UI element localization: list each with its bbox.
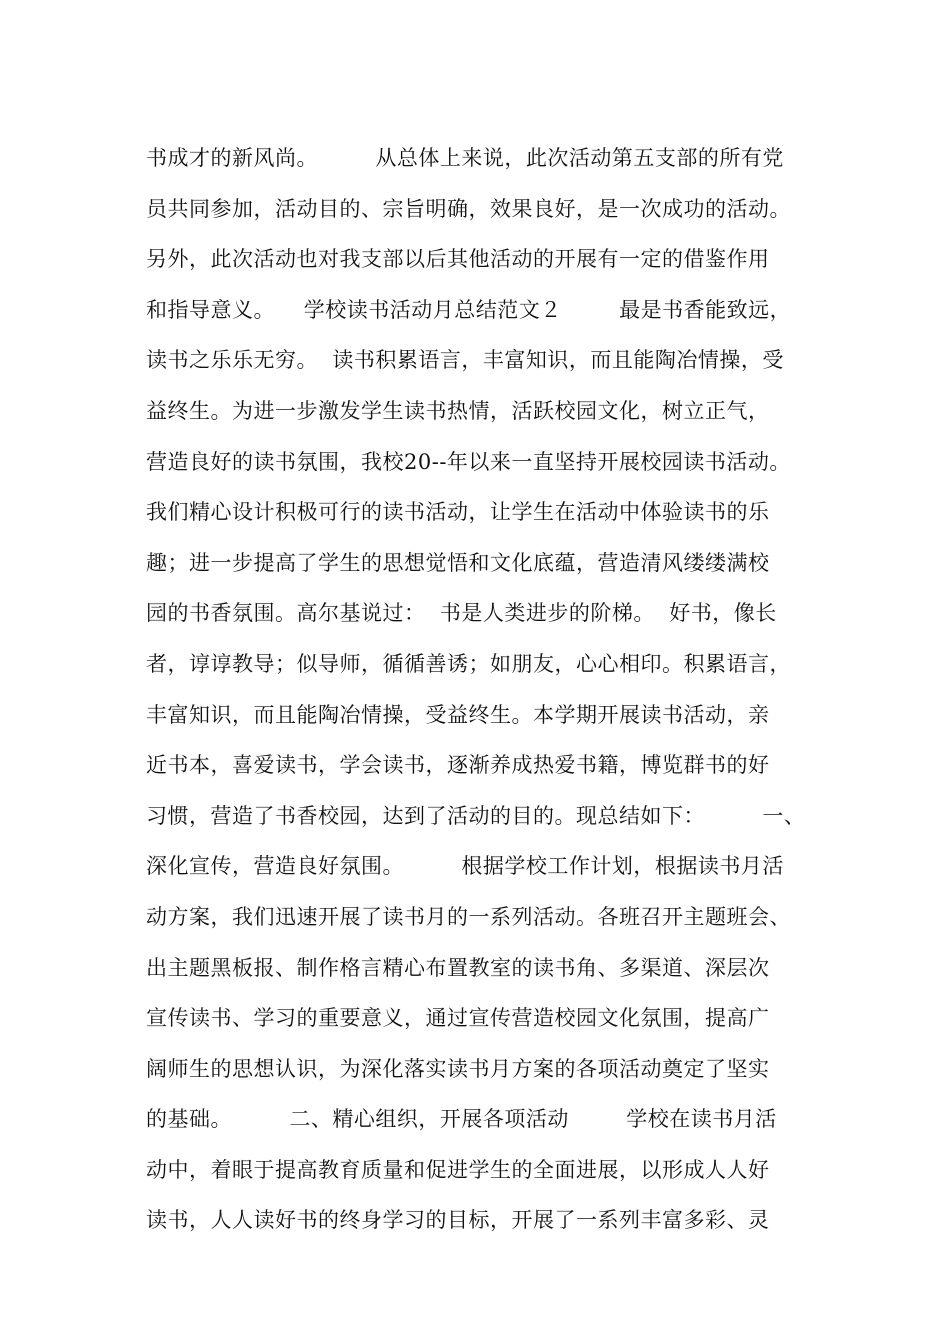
text-line: 丰富知识，而且能陶冶情操，受益终生。本学期开展读书活动，亲: [146, 702, 770, 727]
text-line: 读书之乐乐无穷。 读书积累语言，丰富知识，而且能陶冶情操，受: [146, 348, 784, 373]
text-line: 习惯，营造了书香校园，达到了活动的目的。现总结如下： 一、: [146, 803, 806, 828]
text-line: 趣；进一步提高了学生的思想觉悟和文化底蕴，营造清风缕缕满校: [146, 550, 770, 575]
text-line: 另外，此次活动也对我支部以后其他活动的开展有一定的借鉴作用: [146, 247, 770, 272]
text-line: 益终生。为进一步激发学生读书热情，活跃校园文化，树立正气，: [146, 398, 770, 423]
text-line: 宣传读书、学习的重要意义，通过宣传营造校园文化氛围，提高广: [146, 1006, 770, 1031]
text-line: 动方案，我们迅速开展了读书月的一系列活动。各班召开主题班会、: [146, 904, 791, 929]
text-line: 近书本，喜爱读书，学会读书，逐渐养成热爱书籍，博览群书的好: [146, 753, 770, 778]
text-line: 者，谆谆教导；似导师，循循善诱；如朋友，心心相印。积累语言，: [146, 651, 791, 676]
text-line: 和指导意义。 学校读书活动月总结范文２ 最是书香能致远，: [146, 297, 792, 322]
text-line: 书成才的新风尚。 从总体上来说，此次活动第五支部的所有党: [146, 146, 784, 170]
text-line: 出主题黑板报、制作格言精心布置教室的读书角、多渠道、深层次: [146, 955, 770, 980]
body-text: [146, 133, 836, 1246]
text-line: 阔师生的思想认识，为深化落实读书月方案的各项活动奠定了坚实: [146, 1056, 770, 1081]
text-line: 动中，着眼于提高教育质量和促进学生的全面进展，以形成人人好: [146, 1157, 770, 1182]
text-line: 员共同参加，活动目的、宗旨明确，效果良好，是一次成功的活动。: [146, 196, 791, 221]
text-line: 我们精心设计积极可行的读书活动，让学生在活动中体验读书的乐: [146, 500, 770, 525]
text-line: 园的书香氛围。高尔基说过： 书是人类进步的阶梯。 好书，像长: [146, 601, 777, 626]
text-line: 的基础。 二、精心组织，开展各项活动 学校在读书月活: [146, 1107, 777, 1132]
text-line: 营造良好的读书氛围，我校20--年以来一直坚持开展校园读书活动。: [146, 449, 791, 474]
text-line: 深化宣传，营造良好氛围。 根据学校工作计划，根据读书月活: [146, 854, 784, 879]
text-line: 读书，人人读好书的终身学习的目标，开展了一系列丰富多彩、灵: [146, 1208, 770, 1233]
